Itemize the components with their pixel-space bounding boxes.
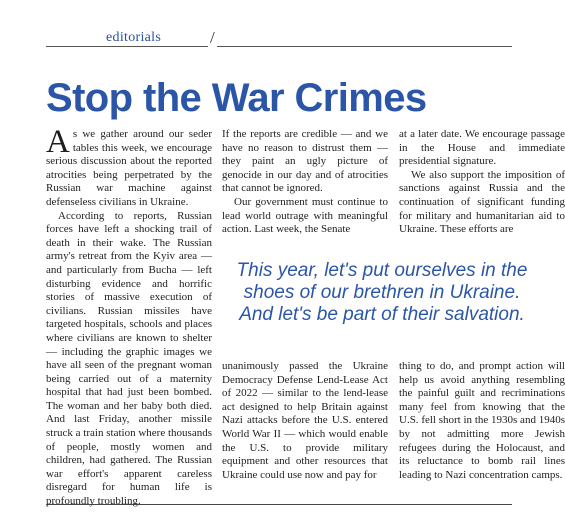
paragraph: According to reports, Russian forces have left a shocking trail of death in their wake. The Russian army's retreat from the Kyiv area — and particularly from Bucha — left disturbing evidence and horrific stories of massive execution of civilians. Russian missiles have targeted hospitals, schools and places where civilians are known to shelter — including the graphic images we have all seen of the pregnant woman being carried out of a maternity hospital that had just been bombed. The woman and her baby both died. And last Friday, another missile struck a train station where thousands of people, mostly women and children, had gathered. The Russian war effort's apparent careless disregard for human life is profoundly troubling. <box>46 209 212 508</box>
section-header <box>46 30 512 50</box>
drop-cap: A <box>46 124 70 160</box>
article-column-2-bottom <box>222 360 388 482</box>
paragraph: thing to do, and prompt action will help us avoid anything resembling the painful guilt and recriminations many feel from knowing that the U.S. fell short in the 1930s and 1940s by not admitting more Jewish refugees during the Holocaust, and its reluctance to bomb rail lines leading to Nazi concentration camps. <box>399 360 565 481</box>
section-label[interactable]: editorials <box>104 30 165 46</box>
paragraph: If the reports are credible — and we have no reason to distrust them — they paint an ugly picture of genocide in our day and of atrocities that cannot be ignored. <box>222 128 388 195</box>
paragraph: at a later date. We encourage passage in the House and immediate presidential signature. <box>399 128 565 168</box>
section-rule <box>46 46 512 47</box>
paragraph: Our government must continue to lead world outrage with meaningful action. Last week, the Senate <box>222 195 388 236</box>
pull-quote-line: This year, let's put ourselves in the <box>236 260 528 281</box>
headline: Stop the War Crimes <box>46 76 427 120</box>
article-column-1 <box>46 124 212 509</box>
pull-quote-line: shoes of our brethren in Ukraine. <box>243 282 521 303</box>
paragraph <box>46 124 212 210</box>
pull-quote <box>222 260 542 326</box>
section-slash: / <box>210 28 215 47</box>
pull-quote-line: And let's be part of their salvation. <box>239 304 525 325</box>
paragraph-text: s we gather around our seder tables this week, we encourage serious discussion about the reported atrocities being perpetrated by the Russian war machine against defenseless civilians in Ukraine. <box>46 128 212 208</box>
paragraph: We also support the imposition of sanctions against Russia and the continuation of significant funding for military and humanitarian aid to Ukraine. These efforts are <box>399 168 565 236</box>
article-column-3-bottom <box>399 360 565 482</box>
article-column-3-top <box>399 128 565 237</box>
paragraph: unanimously passed the Ukraine Democracy Defense Lend-Lease Act of 2022 — similar to the lend-lease act designed to help Britain against Nazi attacks before the U.S. entered World War II — which would enable the U.S. to provide military equipment and other resources that Ukraine could use now and pay for <box>222 360 388 481</box>
article-column-2-top <box>222 128 388 237</box>
bottom-rule <box>46 504 512 505</box>
